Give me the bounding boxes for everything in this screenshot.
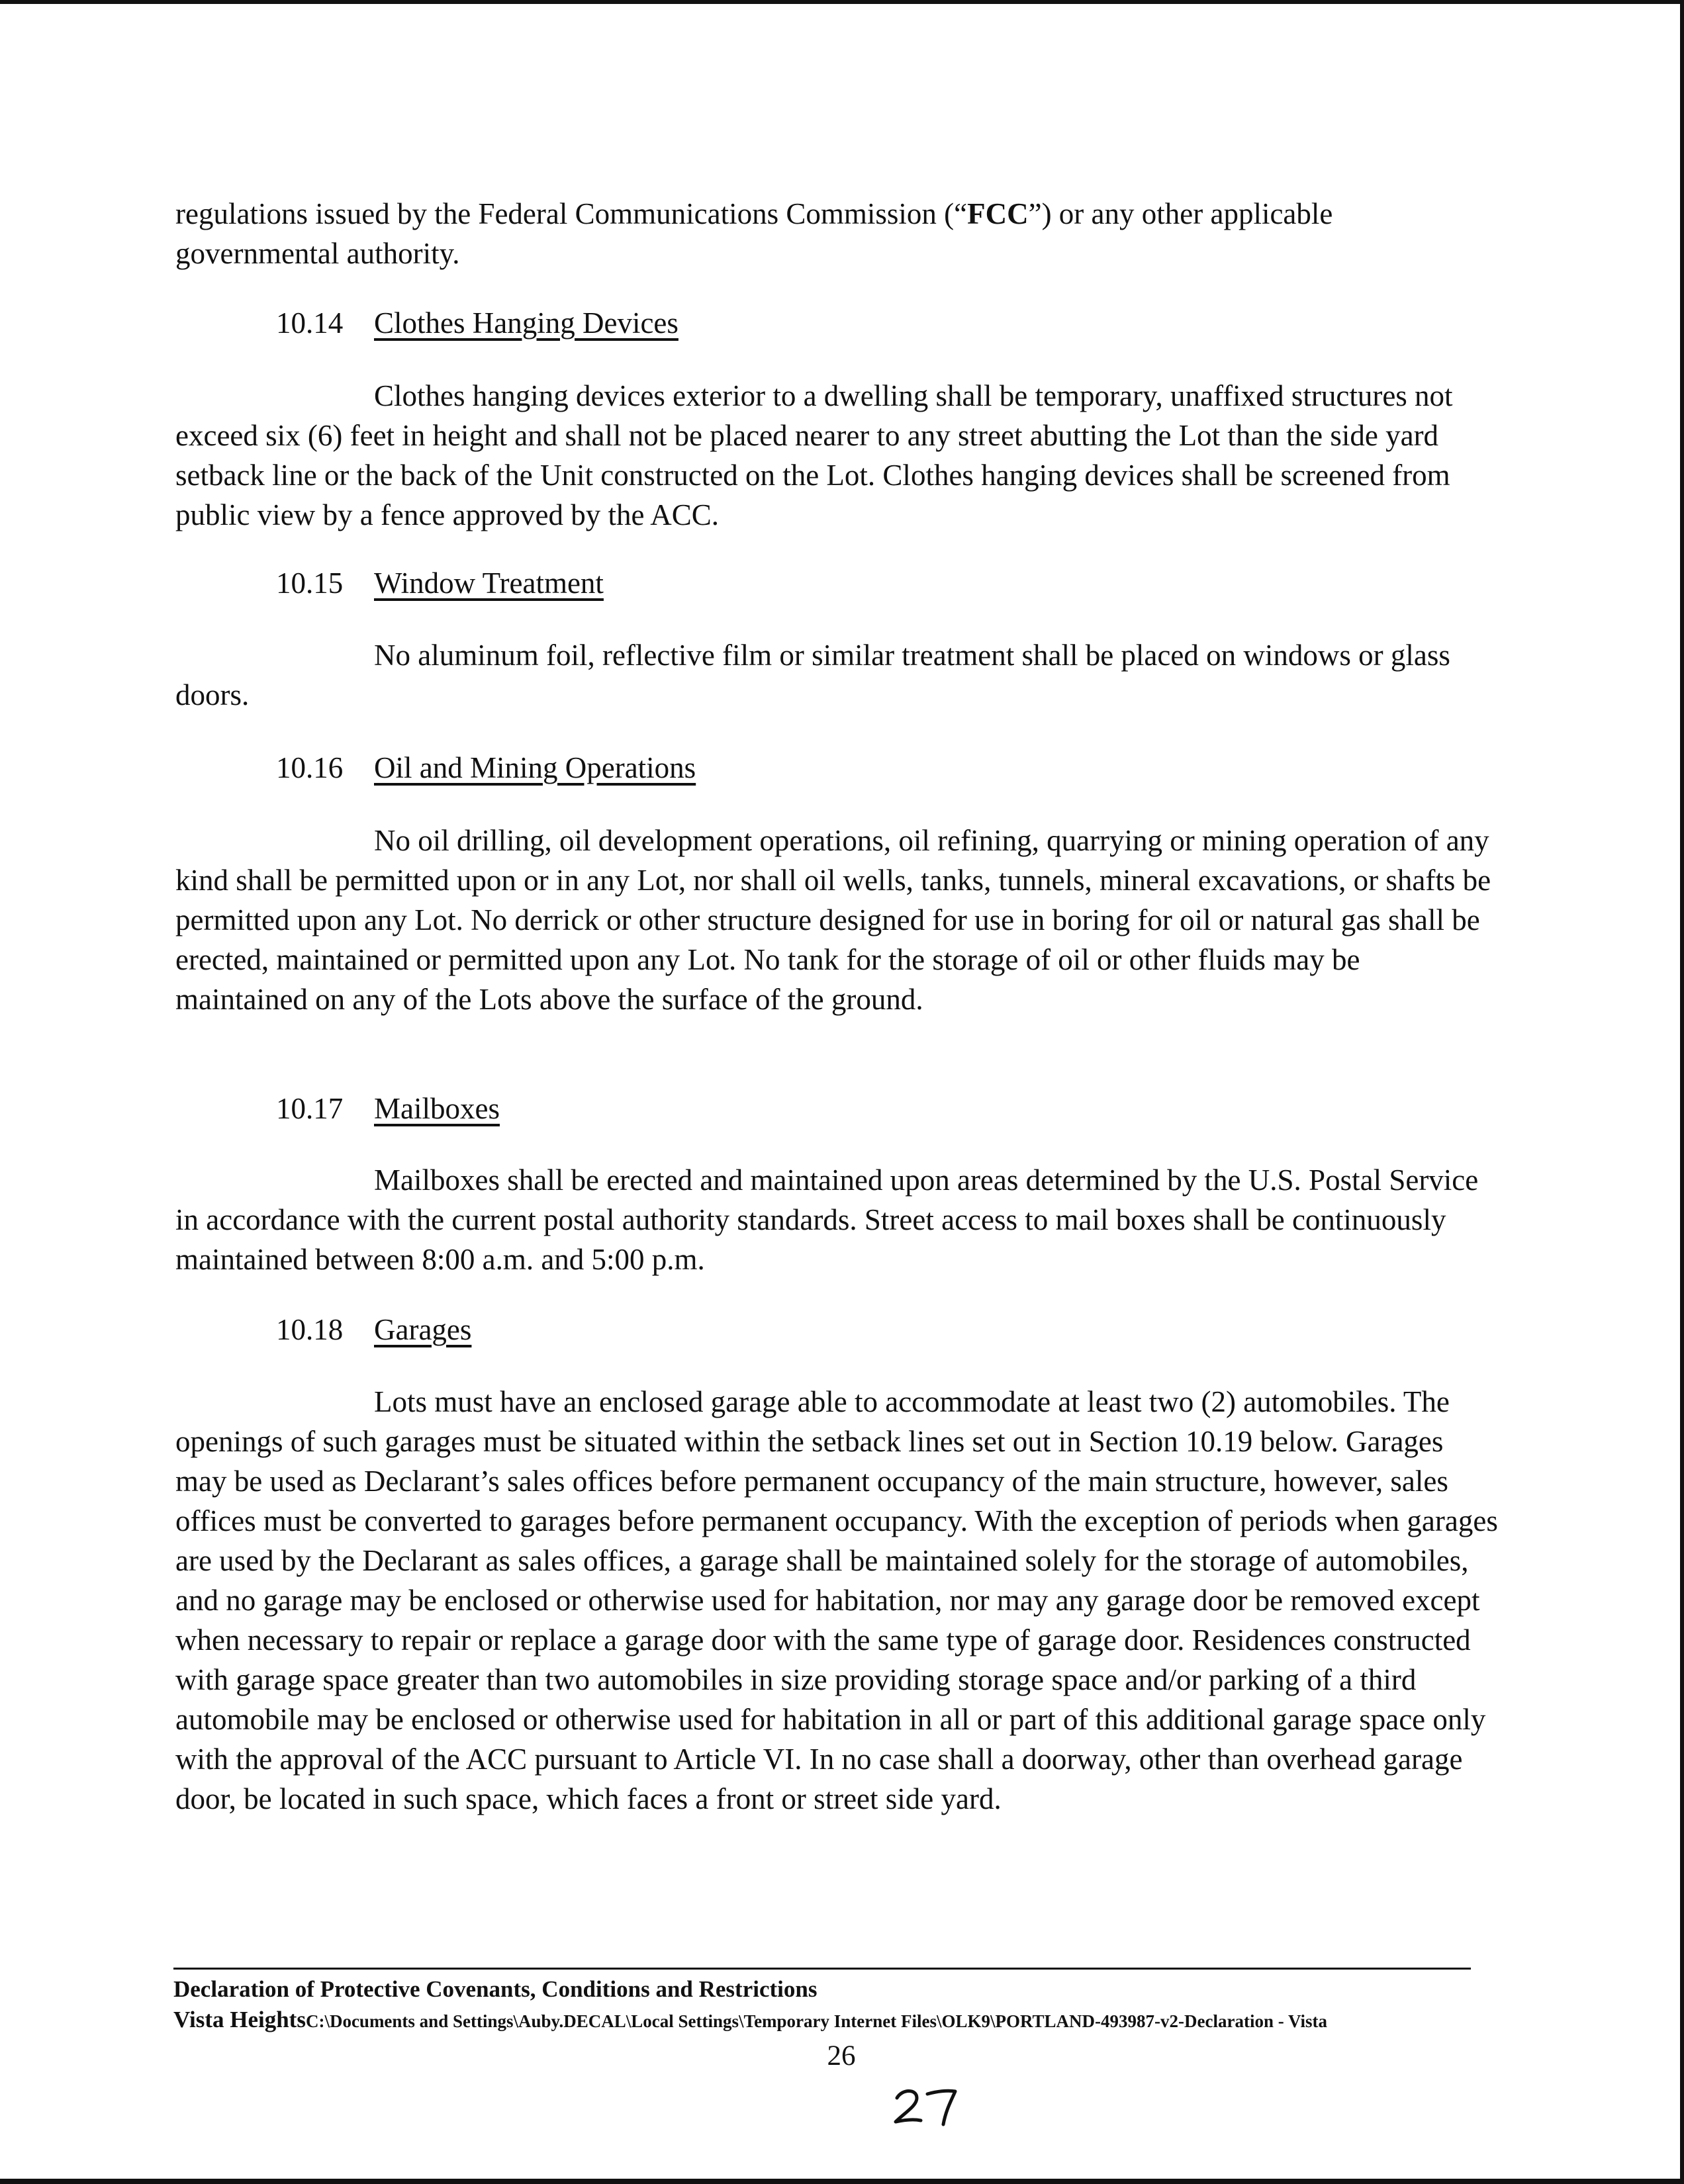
- section-heading-10-15: [276, 563, 604, 603]
- section-heading-10-17: [276, 1089, 500, 1128]
- section-title: Window Treatment: [374, 567, 604, 600]
- section-title: Mailboxes: [374, 1092, 500, 1125]
- footer-path-text: C:\Documents and Settings\Auby.DECAL\Local Settings\Temporary Internet Files\OLK9\PORTLAND-493987-v2-Declaration - Vista: [305, 2011, 1327, 2031]
- section-body-10-17: Mailboxes shall be erected and maintained upon areas determined by the U.S. Postal Service in accordance with the current postal authority standards. Street access to mail boxes shall be continuously maintained between 8:00 a.m. and 5:00 p.m.: [175, 1163, 1479, 1276]
- section-title: Clothes Hanging Devices: [374, 306, 678, 340]
- paragraph-text: regulations issued by the Federal Communications Commission (“: [175, 197, 968, 230]
- footer-document-title: Declaration of Protective Covenants, Conditions and Restrictions: [173, 1976, 818, 2002]
- continuation-paragraph: [175, 194, 1499, 273]
- page-border-top: [0, 0, 1684, 4]
- paragraph-text: ”) or any other applicable governmental authority.: [175, 197, 1333, 270]
- section-title: Oil and Mining Operations: [374, 751, 696, 784]
- section-heading-10-16: [276, 748, 696, 788]
- footer-divider: [173, 1968, 1471, 1970]
- section-number: 10.16: [276, 751, 344, 784]
- section-number: 10.18: [276, 1313, 344, 1346]
- section-body-10-18: Lots must have an enclosed garage able to accommodate at least two (2) automobiles. The openings of such garages must be situated within the setback lines set out in Section 10.19 below. Garages may be used as Declarant’s sales offices before permanent occupancy of the main structure, however, sales offices must be converted to garages before permanent occupancy. With the exception of periods when garages are used by the Declarant as sales offices, a garage shall be maintained solely for the storage of automobiles, and no garage may be enclosed or otherwise used for habitation, nor may any garage door be removed except when necessary to repair or replace a garage door with the same type of garage door. Residences constructed with garage space greater than two automobiles in size providing storage space and/or parking of a third automobile may be enclosed or otherwise used for habitation in all or part of this additional garage space only with the approval of the ACC pursuant to Article VI. In no case shall a doorway, other than overhead garage door, be located in such space, which faces a front or street side yard.: [175, 1385, 1498, 1815]
- section-number: 10.14: [276, 306, 344, 340]
- section-heading-10-18: [276, 1310, 471, 1349]
- section-body-10-16: No oil drilling, oil development operations, oil refining, quarrying or mining operation of any kind shall be permitted upon or in any Lot, nor shall oil wells, tanks, tunnels, mineral excavations, or shafts be permitted upon any Lot. No derrick or other structure designed for use in boring for oil or natural gas shall be erected, maintained or permitted upon any Lot. No tank for the storage of oil or other fluids may be maintained on any of the Lots above the surface of the ground.: [175, 824, 1491, 1016]
- page-border-bottom: [0, 2179, 1684, 2184]
- section-body-10-15: No aluminum foil, reflective film or similar treatment shall be placed on windows or glass doors.: [175, 639, 1450, 711]
- footer-file-path: [173, 2005, 1327, 2036]
- footer-project-name: Vista Heights: [173, 2007, 306, 2032]
- fcc-abbreviation: FCC: [967, 197, 1029, 230]
- section-body-10-14: Clothes hanging devices exterior to a dwelling shall be temporary, unaffixed structures not exceed six (6) feet in height and shall not be placed nearer to any street abutting the Lot than the side yard setback line or the back of the Unit constructed on the Lot. Clothes hanging devices shall be screened from public view by a fence approved by the ACC.: [175, 379, 1453, 531]
- page-border-right: [1680, 0, 1684, 2184]
- page-number: 26: [827, 2040, 856, 2071]
- section-heading-10-14: [276, 303, 678, 343]
- handwritten-page-number: [890, 2083, 963, 2130]
- section-number: 10.15: [276, 567, 344, 600]
- section-title: Garages: [374, 1313, 472, 1346]
- section-number: 10.17: [276, 1092, 344, 1125]
